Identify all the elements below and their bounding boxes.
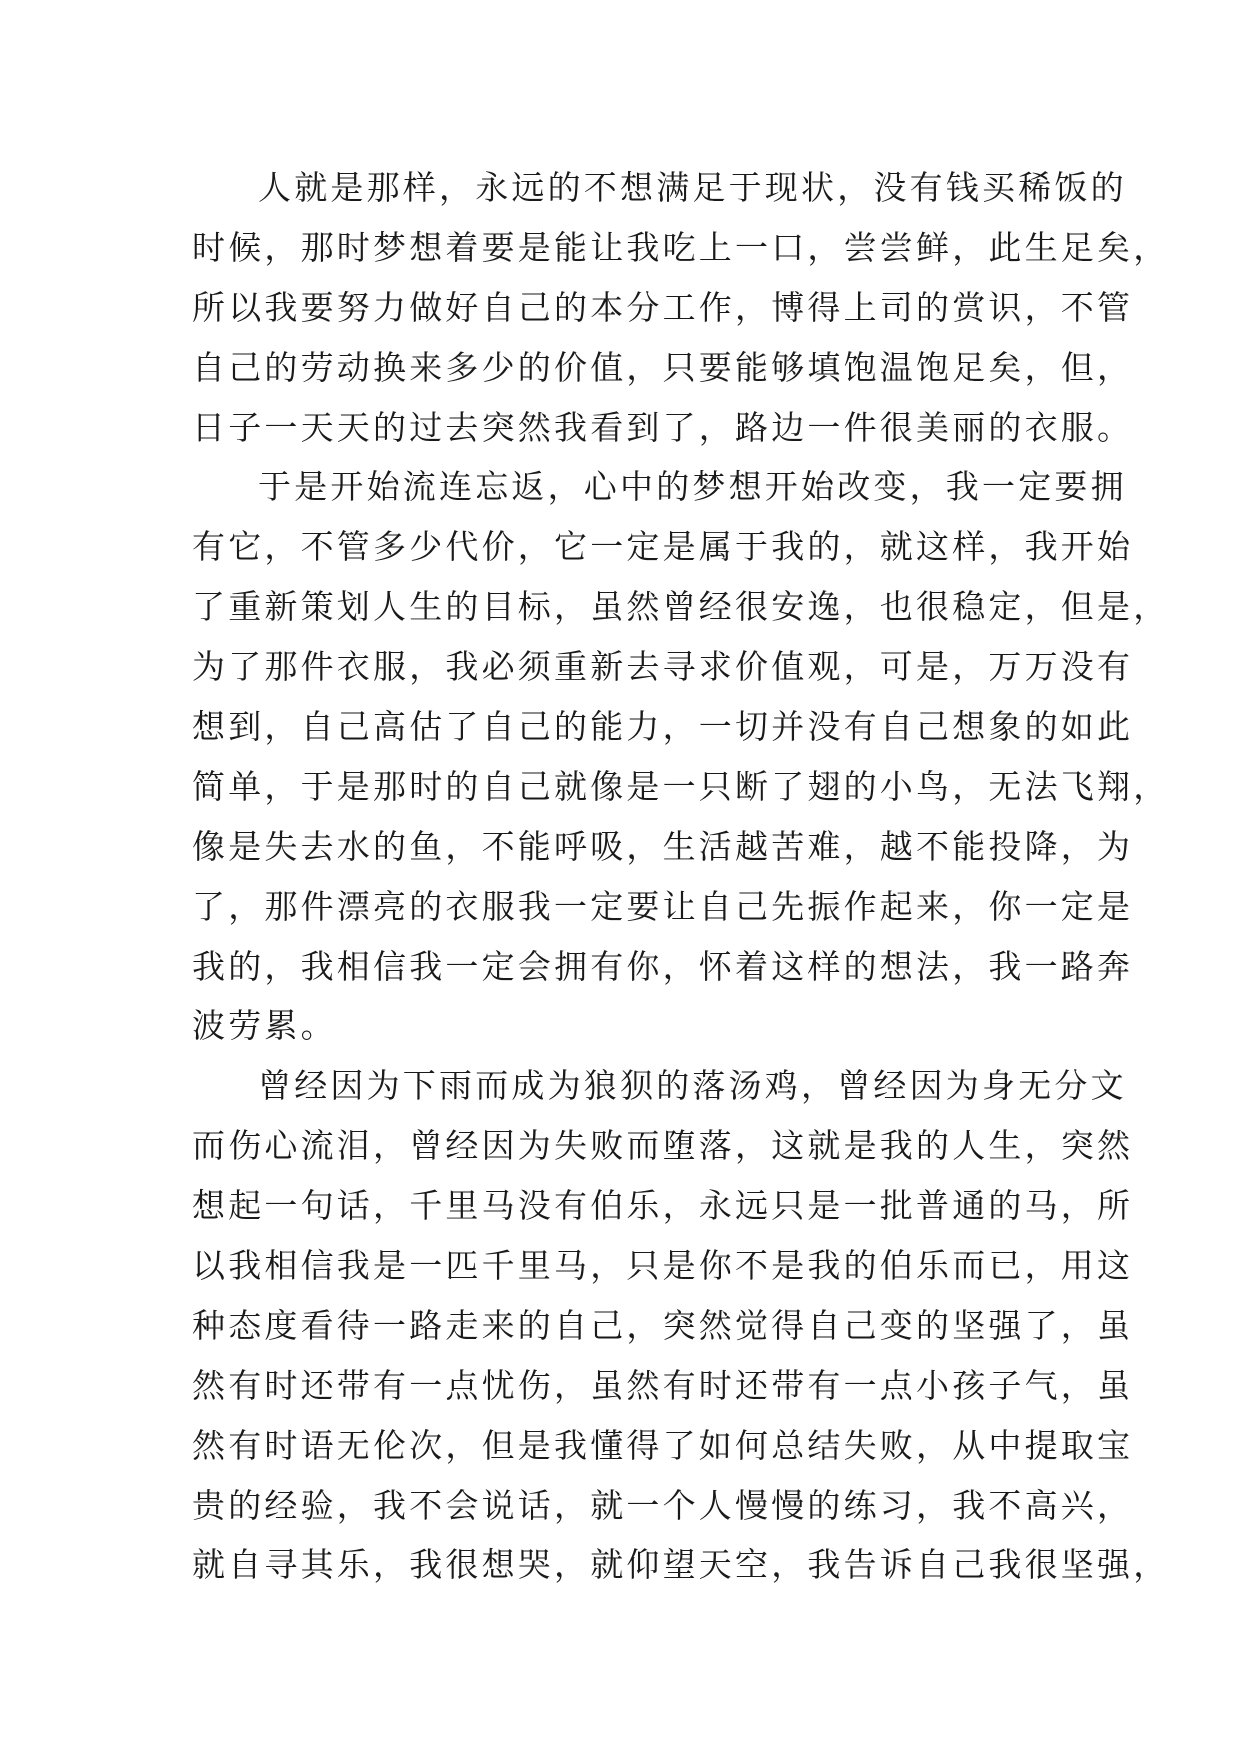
- text-line: 简单，于是那时的自己就像是一只断了翅的小鸟，无法飞翔，: [192, 766, 1170, 806]
- text-line: 想起一句话，千里马没有伯乐，永远只是一批普通的马，所: [192, 1186, 1134, 1226]
- text-line: 我的，我相信我一定会拥有你，怀着这样的想法，我一路奔: [192, 946, 1134, 986]
- text-line: 有它，不管多少代价，它一定是属于我的，就这样，我开始: [192, 527, 1134, 567]
- text-line: 曾经因为下雨而成为狼狈的落汤鸡，曾经因为身无分文: [258, 1066, 1127, 1106]
- text-line: 然有时语无伦次，但是我懂得了如何总结失败，从中提取宝: [192, 1425, 1134, 1465]
- text-line: 贵的经验，我不会说话，就一个人慢慢的练习，我不高兴，: [192, 1485, 1134, 1525]
- text-line: 然有时还带有一点忧伤，虽然有时还带有一点小孩子气，虽: [192, 1365, 1134, 1405]
- text-line: 所以我要努力做好自己的本分工作，博得上司的赏识，不管: [192, 287, 1134, 327]
- text-line: 波劳累。: [192, 1006, 337, 1046]
- paragraph-2: [192, 457, 1170, 1056]
- text-line: 以我相信我是一匹千里马，只是你不是我的伯乐而已，用这: [192, 1246, 1134, 1286]
- text-line: 日子一天天的过去突然我看到了，路边一件很美丽的衣服。: [192, 407, 1134, 447]
- text-line: 时候，那时梦想着要是能让我吃上一口，尝尝鲜，此生足矣，: [192, 227, 1170, 267]
- text-line: 为了那件衣服，我必须重新去寻求价值观，可是，万万没有: [192, 647, 1134, 687]
- text-line: 了，那件漂亮的衣服我一定要让自己先振作起来，你一定是: [192, 886, 1134, 926]
- text-line: 自己的劳动换来多少的价值，只要能够填饱温饱足矣，但，: [192, 347, 1134, 387]
- text-line: 种态度看待一路走来的自己，突然觉得自己变的坚强了，虽: [192, 1305, 1134, 1345]
- paragraph-1: [192, 158, 1170, 457]
- text-line: 于是开始流连忘返，心中的梦想开始改变，我一定要拥: [258, 467, 1127, 507]
- paragraph-3: [192, 1056, 1170, 1595]
- text-line: 了重新策划人生的目标，虽然曾经很安逸，也很稳定，但是，: [192, 587, 1170, 627]
- text-line: 就自寻其乐，我很想哭，就仰望天空，我告诉自己我很坚强，: [192, 1545, 1170, 1585]
- text-line: 想到，自己高估了自己的能力，一切并没有自己想象的如此: [192, 707, 1134, 747]
- text-line: 而伤心流泪，曾经因为失败而堕落，这就是我的人生，突然: [192, 1126, 1134, 1166]
- text-line: 人就是那样，永远的不想满足于现状，没有钱买稀饭的: [258, 168, 1127, 207]
- text-line: 像是失去水的鱼，不能呼吸，生活越苦难，越不能投降，为: [192, 826, 1134, 866]
- document-body: [192, 158, 1170, 1595]
